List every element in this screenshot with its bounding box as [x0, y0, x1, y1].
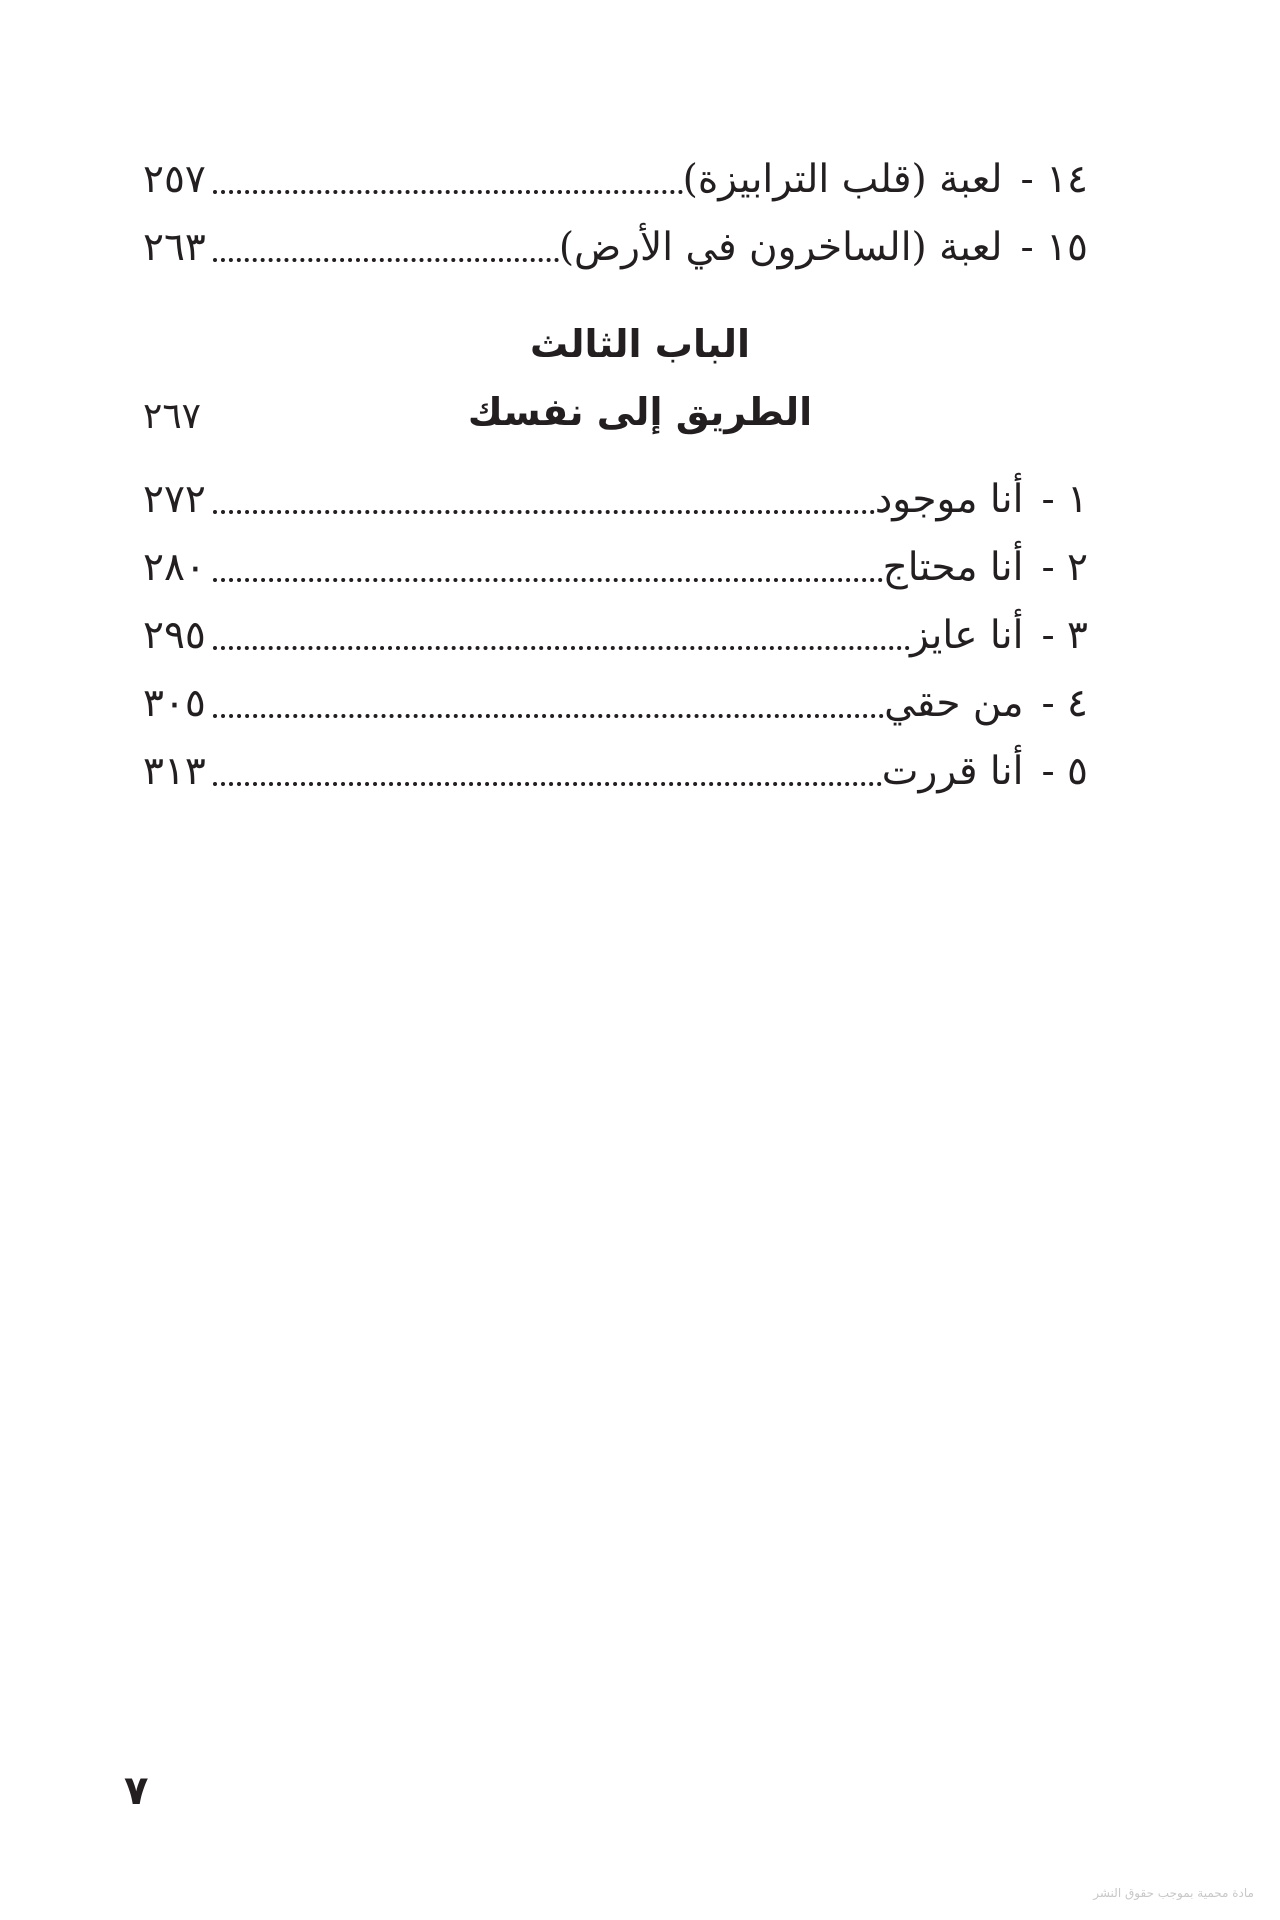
toc-entry-page: ٢٥٧ — [143, 157, 206, 202]
toc-entry-number: ٤ - — [1041, 681, 1088, 726]
toc-entry — [143, 146, 1088, 214]
toc-entry-number: ٢ - — [1041, 545, 1088, 590]
toc-entry — [143, 602, 1088, 670]
toc-entry — [143, 670, 1088, 738]
dot-leader — [213, 602, 910, 670]
part-heading: الباب الثالث — [529, 322, 751, 366]
toc-list-bottom — [143, 466, 1088, 806]
dot-leader — [213, 146, 683, 214]
toc-entry-title: أنا موجود — [874, 477, 1024, 522]
toc-entry — [143, 534, 1088, 602]
toc-entry-number: ٣ - — [1041, 613, 1088, 658]
toc-entry-number: ١٤ - — [1020, 157, 1088, 202]
part-page-number: ٢٦٧ — [143, 396, 202, 437]
toc-entry — [143, 214, 1088, 282]
page-number: ٧ — [124, 1768, 149, 1814]
toc-list-top — [143, 146, 1088, 282]
toc-entry-number: ١ - — [1041, 477, 1088, 522]
dot-leader — [213, 214, 559, 282]
toc-entry-title: أنا محتاج — [882, 545, 1024, 590]
toc-entry-title: لعبة (الساخرون في الأرض) — [558, 225, 1003, 270]
part-subheading: الطريق إلى نفسك — [467, 390, 813, 434]
toc-entry-page: ٣١٣ — [143, 749, 206, 794]
copyright-watermark: مادة محمية بموجب حقوق النشر — [1093, 1886, 1254, 1900]
toc-entry-title: من حقي — [884, 681, 1024, 726]
dot-leader — [213, 670, 884, 738]
dot-leader — [213, 466, 875, 534]
toc-entry-title: أنا قررت — [881, 749, 1024, 794]
toc-entry-page: ٢٦٣ — [143, 225, 206, 270]
toc-entry-number: ٥ - — [1041, 749, 1088, 794]
toc-entry-page: ٣٠٥ — [143, 681, 206, 726]
toc-entry-page: ٢٩٥ — [143, 613, 206, 658]
toc-entry — [143, 738, 1088, 806]
toc-entry-title: لعبة (قلب الترابيزة) — [682, 157, 1003, 202]
toc-entry-page: ٢٧٢ — [143, 477, 206, 522]
toc-entry-page: ٢٨٠ — [143, 545, 206, 590]
toc-entry-title: أنا عايز — [909, 613, 1024, 658]
dot-leader — [213, 738, 882, 806]
dot-leader — [213, 534, 883, 602]
toc-entry-number: ١٥ - — [1020, 225, 1088, 270]
toc-entry — [143, 466, 1088, 534]
